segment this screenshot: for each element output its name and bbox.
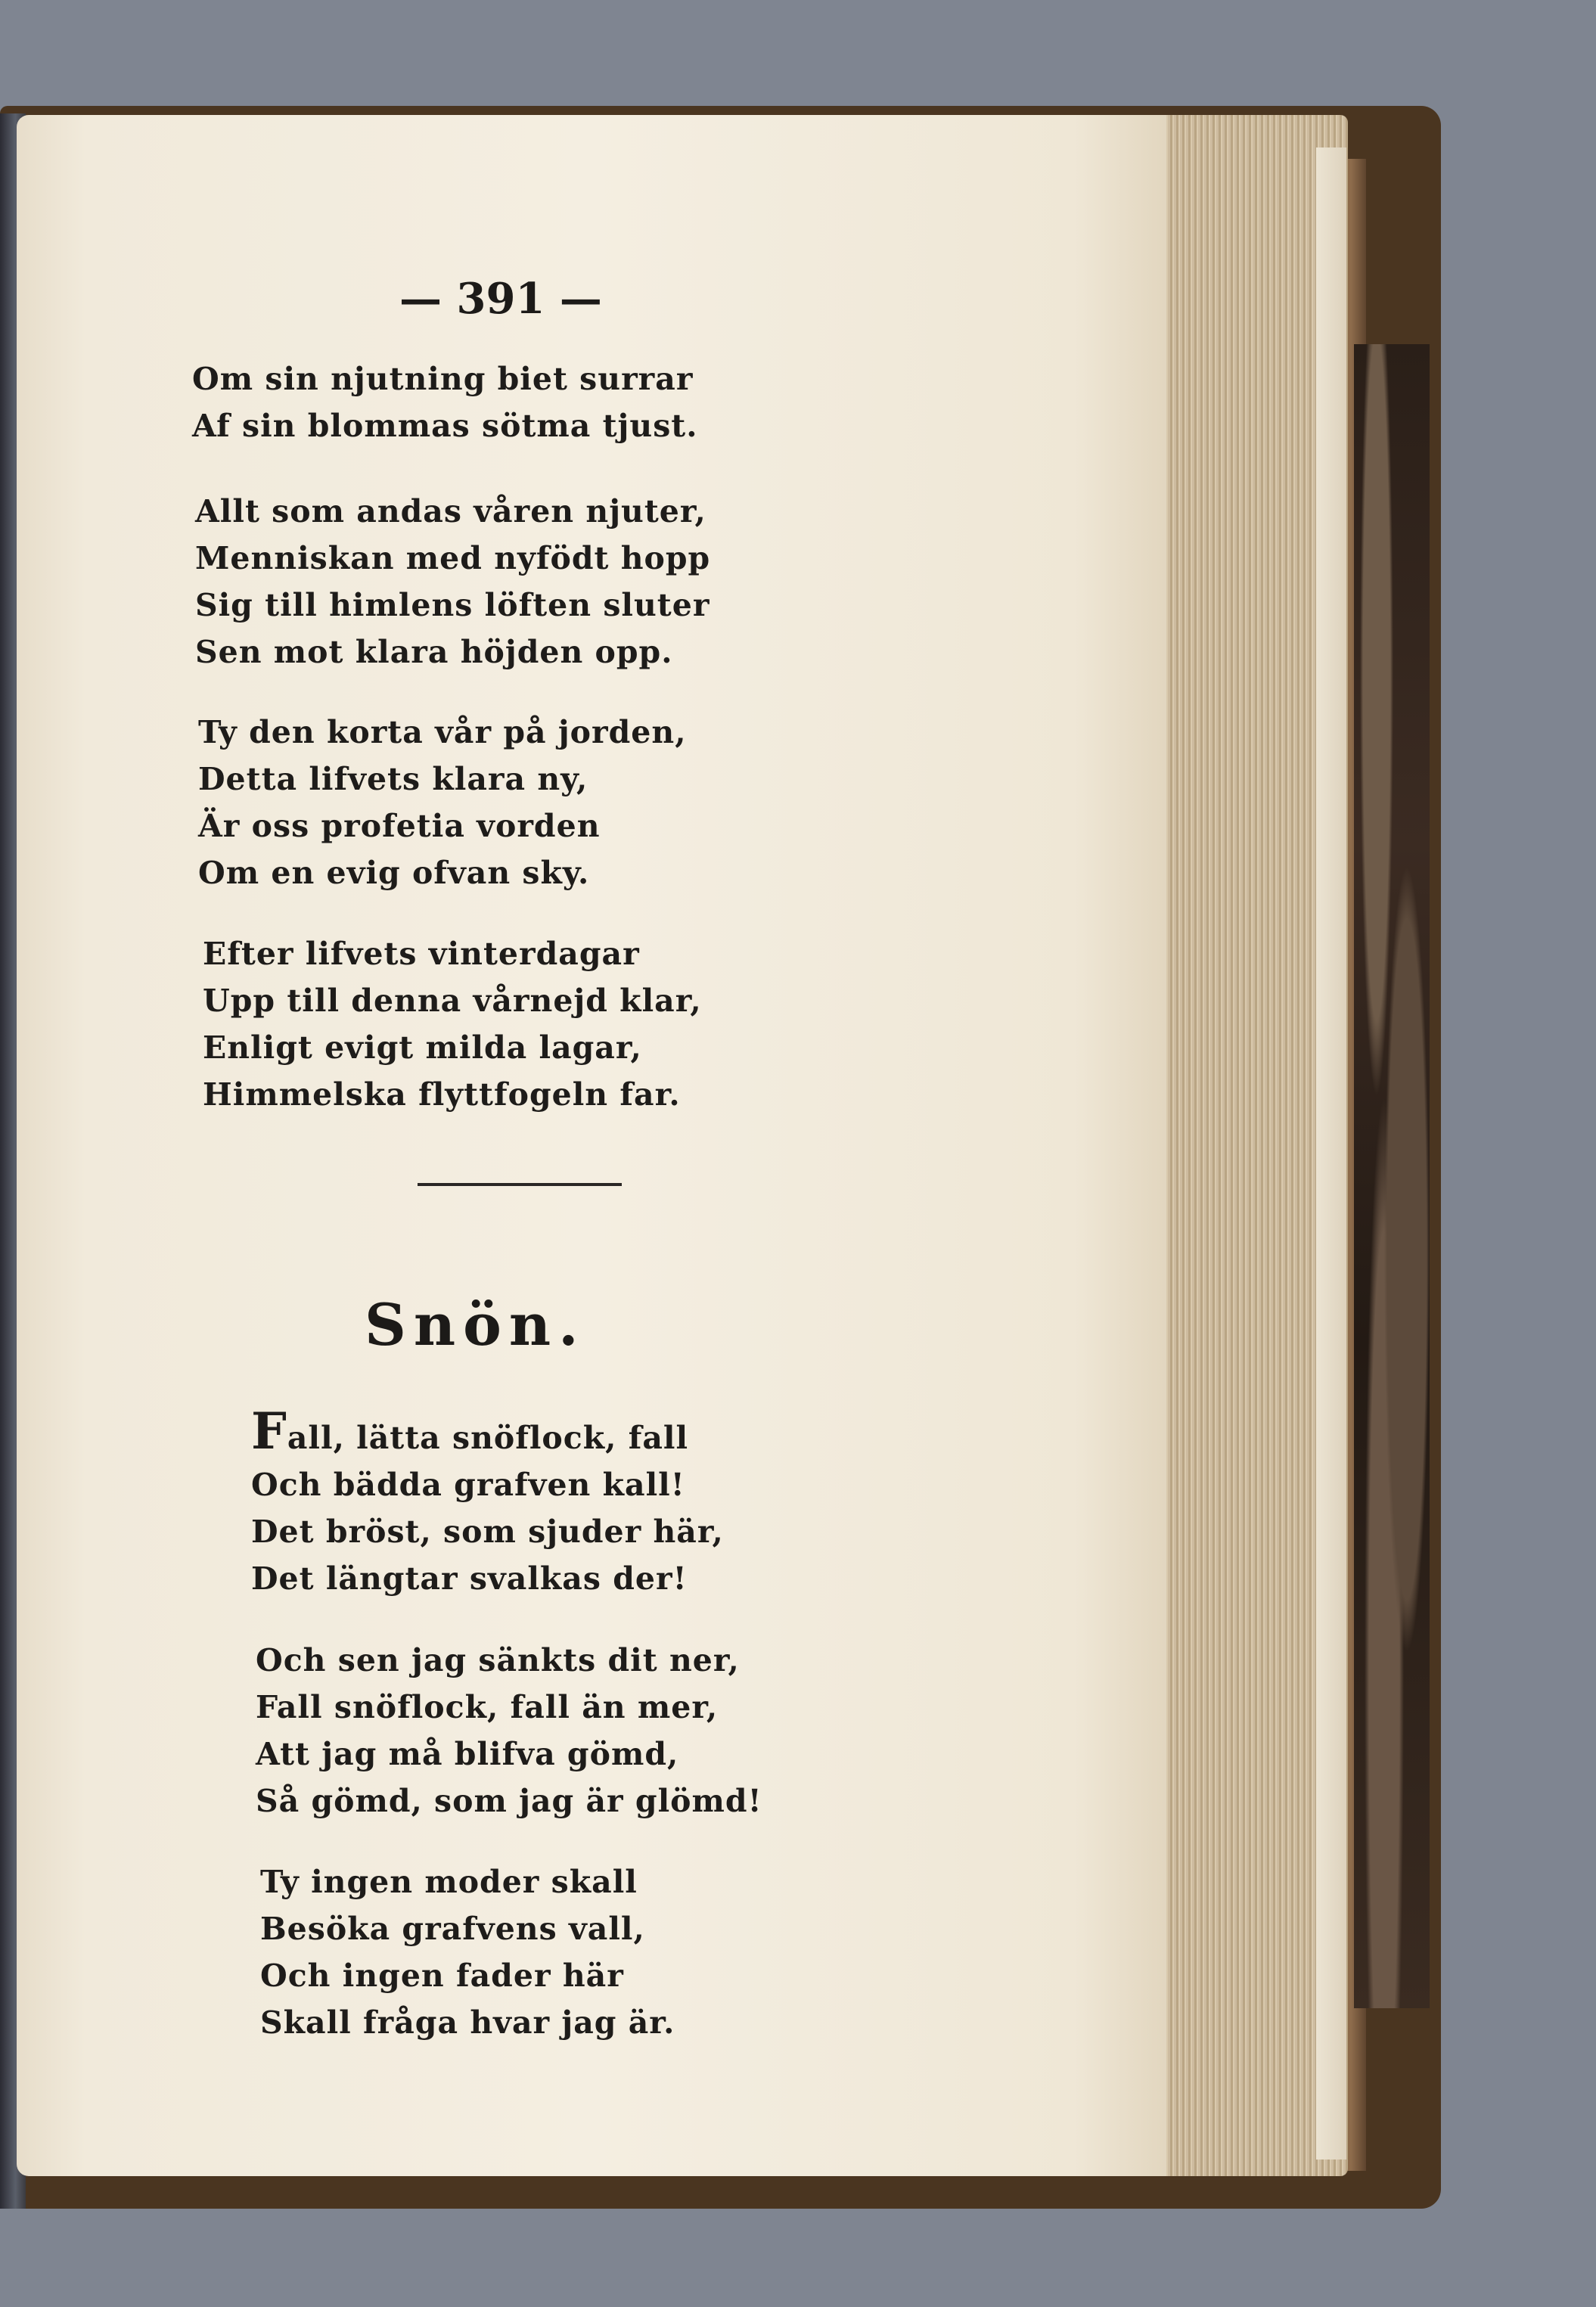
section-divider [418, 1183, 622, 1186]
verse-line: Fall snöflock, fall än mer, [256, 1689, 719, 1725]
verse-line: Enligt evigt milda lagar, [203, 1029, 642, 1066]
stanza-2 [195, 488, 710, 675]
verse-line: Ty den korta vår på jorden, [198, 714, 687, 750]
verse-line: Det längtar svalkas der! [251, 1560, 688, 1597]
verse-line: Skall fråga hvar jag är. [260, 2004, 675, 2041]
verse-line: Ty ingen moder skall [260, 1864, 638, 1900]
verse-line: Sen mot klara höjden opp. [195, 634, 673, 670]
verse-line: Efter lifvets vinterdagar [203, 936, 640, 972]
verse-line: Menniskan med nyfödt hopp [195, 540, 711, 576]
verse-line: Allt som andas våren njuter, [195, 493, 706, 529]
page-number: — 391 — [399, 274, 602, 324]
verse-line: Detta lifvets klara ny, [198, 761, 588, 797]
page-block-tail [1316, 147, 1346, 2160]
verse-line: Af sin blommas sötma tjust. [192, 408, 698, 444]
stanza-3 [198, 709, 686, 896]
verse-line: Så gömd, som jag är glömd! [256, 1783, 762, 1819]
verse-line: Och bädda grafven kall! [251, 1467, 685, 1503]
stanza-4 [203, 930, 702, 1118]
verse-line: Besöka grafvens vall, [260, 1911, 645, 1947]
verse-line: Om sin njutning biet surrar [192, 361, 694, 397]
marbled-cover [1354, 344, 1430, 2008]
stanza-6 [256, 1637, 762, 1824]
drop-initial: F [251, 1402, 287, 1461]
stanza-7 [260, 1858, 675, 2046]
verse-line: Och ingen fader här [260, 1958, 624, 1994]
stanza-1 [192, 356, 698, 449]
verse-line: Upp till denna vårnejd klar, [203, 983, 702, 1019]
verse-line: Det bröst, som sjuder här, [251, 1514, 724, 1550]
first-line-rest: all, lätta snöflock, fall [287, 1420, 689, 1456]
verse-line-first [251, 1402, 724, 1461]
poem-title: Snön. [365, 1291, 586, 1358]
book-page [17, 115, 1166, 2176]
verse-line: Att jag må blifva gömd, [256, 1736, 679, 1772]
stanza-5 [251, 1402, 724, 1602]
verse-line: Sig till himlens löften sluter [195, 587, 710, 623]
verse-line: Himmelska flyttfogeln far. [203, 1076, 681, 1113]
verse-line: Och sen jag sänkts dit ner, [256, 1642, 740, 1678]
verse-line: Om en evig ofvan sky. [198, 855, 590, 891]
verse-line: Är oss profetia vorden [198, 808, 601, 844]
